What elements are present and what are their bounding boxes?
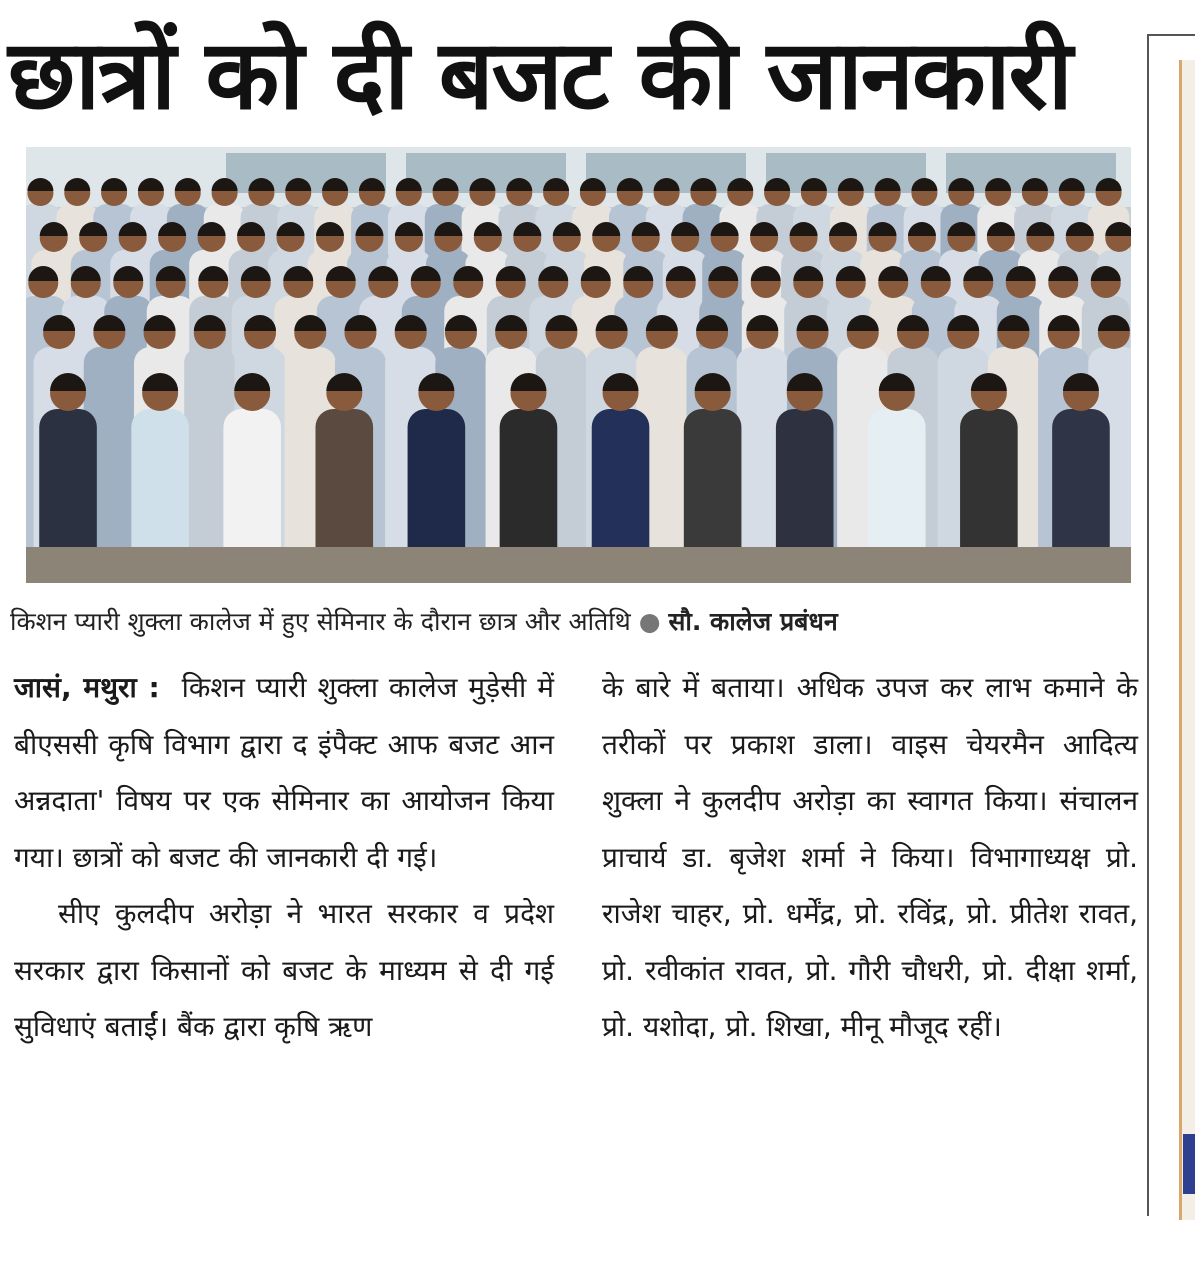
- crowd-figure-body: [684, 409, 742, 569]
- article-paragraph-2: सीए कुलदीप अरोड़ा ने भारत सरकार व प्रदेश सरकार द्वारा किसानों को बजट के माध्यम से दी गई सुविधाएं बताईं। बैंक द्वारा कृषि ऋण: [14, 897, 554, 1043]
- crowd-figure-body: [500, 409, 558, 569]
- crowd-figure-body: [776, 409, 834, 569]
- article-paragraph-3: के बारे में बताया। अधिक उपज कर लाभ कमाने के तरीकों पर प्रकाश डाला। वाइस चेयरमैन आदित्य शुक्ला ने कुलदीप अरोड़ा का स्वागत किया। संचालन प्राचार्य डा. बृजेश शर्मा ने किया। विभागाध्यक्ष प्रो. राजेश चाहर, प्रो. धर्मेंद्र, प्रो. रविंद्र, प्रो. प्रीतेश रावत, प्रो. रवीकांत रावत, प्रो. गौरी चौधरी, प्रो. दीक्षा शर्मा, प्रो. यशोदा, प्रो. शिखा, मीनू मौजूद रहीं।: [602, 671, 1138, 1043]
- group-photo-icon: [26, 147, 1131, 583]
- crowd-figure-body: [223, 409, 281, 569]
- dateline: जासं, मथुरा :: [14, 671, 160, 704]
- adjacent-column-border: [1179, 60, 1195, 1220]
- news-photo: [26, 147, 1131, 583]
- article-column-left: [14, 660, 554, 1056]
- adjacent-blue-block: [1183, 1134, 1195, 1194]
- crowd-figure-body: [960, 409, 1018, 569]
- photo-caption: [10, 600, 1135, 644]
- crowd-figure-body: [868, 409, 926, 569]
- caption-text: किशन प्यारी शुक्ला कालेज में हुए सेमिनार के दौरान छात्र और अतिथि: [10, 607, 631, 636]
- crowd-figure-body: [1052, 409, 1110, 569]
- headline: छात्रों को दी बजट की जानकारी: [8, 19, 1071, 131]
- crowd-figure-body: [131, 409, 189, 569]
- crowd-figure-body: [39, 409, 97, 569]
- adjacent-column-edge: [1147, 34, 1195, 1216]
- caption-bullet-icon: ●: [638, 607, 661, 636]
- crowd-figure-body: [315, 409, 373, 569]
- paragraph-1-text: किशन प्यारी शुक्ला कालेज मुड़ेसी में बीएससी कृषि विभाग द्वारा द इंपैक्ट आफ बजट आन अन्नदाता' विषय पर एक सेमिनार का आयोजन किया गया। छात्रों को बजट की जानकारी दी गई।: [14, 671, 554, 874]
- photo-credit: सौ. कालेज प्रबंधन: [668, 607, 838, 636]
- article-paragraph-1: [14, 660, 554, 886]
- crowd-figure-body: [592, 409, 650, 569]
- article-column-right: [602, 660, 1138, 1056]
- crowd-figure-body: [408, 409, 466, 569]
